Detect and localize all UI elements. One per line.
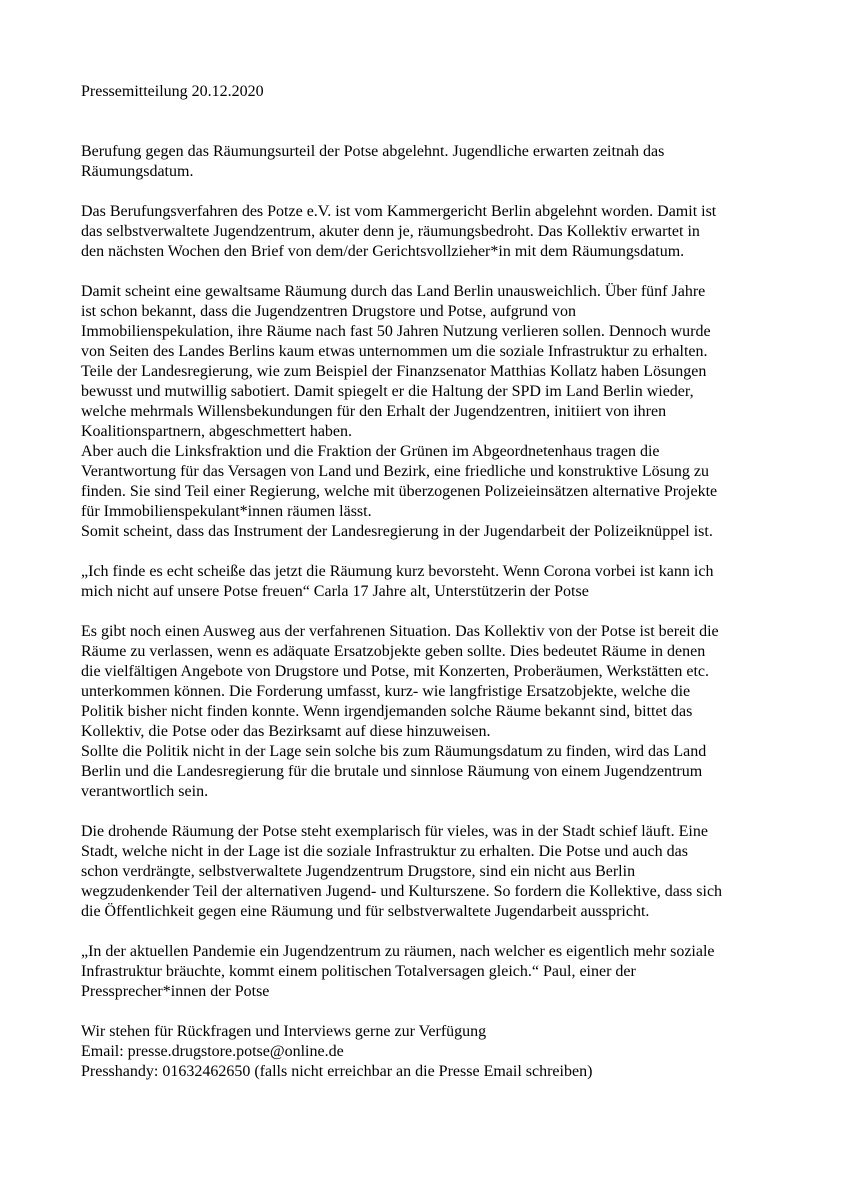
contact-phone: Presshandy: 01632462650 (falls nicht erreichbar an die Presse Email schreiben) — [81, 1063, 593, 1080]
contact-block — [81, 1022, 781, 1082]
text-line: Koalitionspartnern, abgeschmettert haben. — [81, 423, 353, 440]
text-line: die vielfältigen Angebote von Drugstore und Potse, mit Konzerten, Proberäumen, Werkstätten etc. — [81, 663, 710, 680]
text-line: finden. Sie sind Teil einer Regierung, welche mit überzogenen Polizeieinsätzen alternative Projekte — [81, 483, 718, 500]
headline — [81, 142, 781, 182]
text-line: Die drohende Räumung der Potse steht exemplarisch für vieles, was in der Stadt schief läuft. Eine — [81, 823, 708, 840]
quote-paul — [81, 942, 781, 1002]
paragraph-city-context — [81, 822, 781, 922]
spacer — [81, 262, 781, 282]
text-line: den nächsten Wochen den Brief von dem/der Gerichtsvollzieher*in mit dem Räumungsdatum. — [81, 243, 685, 260]
headline-line: Berufung gegen das Räumungsurteil der Potse abgelehnt. Jugendliche erwarten zeitnah das — [81, 143, 665, 160]
text-line: Sollte die Politik nicht in der Lage sein solche bis zum Räumungsdatum zu finden, wird das Land — [81, 743, 707, 760]
spacer — [81, 542, 781, 562]
spacer — [81, 602, 781, 622]
quote-line: Pressprecher*innen der Potse — [81, 983, 270, 1000]
text-line: Teile der Landesregierung, wie zum Beispiel der Finanzsenator Matthias Kollatz haben Lösungen — [81, 363, 707, 380]
spacer — [81, 922, 781, 942]
text-line: für Immobilienspekulant*innen räumen lässt. — [81, 503, 372, 520]
text-line: die Öffentlichkeit gegen eine Räumung und für selbstverwaltete Jugendarbeit ausspricht. — [81, 903, 650, 920]
text-line: welche mehrmals Willensbekundungen für den Erhalt der Jugendzentren, initiiert von ihren — [81, 403, 667, 420]
document-body — [81, 82, 781, 1082]
text-line: Räume zu verlassen, wenn es adäquate Ersatzobjekte geben sollte. Dies bedeutet Räume in denen — [81, 643, 706, 660]
spacer — [81, 182, 781, 202]
quote-carla — [81, 562, 781, 602]
contact-email: Email: presse.drugstore.potse@online.de — [81, 1043, 344, 1060]
press-release-date: Pressemitteilung 20.12.2020 — [81, 83, 264, 100]
quote-line: „In der aktuellen Pandemie ein Jugendzentrum zu räumen, nach welcher es eigentlich mehr soziale — [81, 943, 715, 960]
text-line: Damit scheint eine gewaltsame Räumung durch das Land Berlin unausweichlich. Über fünf Jahre — [81, 283, 706, 300]
text-line: Immobilienspekulation, ihre Räume nach fast 50 Jahren Nutzung verlieren sollen. Dennoch wurde — [81, 323, 711, 340]
text-line: Kollektiv, die Potse oder das Bezirksamt auf diese hinzuweisen. — [81, 723, 491, 740]
text-line: ist schon bekannt, dass die Jugendzentren Drugstore und Potse, aufgrund von — [81, 303, 577, 320]
headline-line: Räumungsdatum. — [81, 163, 194, 180]
text-line: von Seiten des Landes Berlins kaum etwas unternommen um die soziale Infrastruktur zu erhalten. — [81, 343, 708, 360]
text-line: Aber auch die Linksfraktion und die Fraktion der Grünen im Abgeordnetenhaus tragen die — [81, 443, 660, 460]
text-line: schon verdrängte, selbstverwaltete Jugendzentrum Drugstore, sind ein nicht aus Berlin — [81, 863, 636, 880]
text-line: Somit scheint, dass das Instrument der Landesregierung in der Jugendarbeit der Polizeiknüppel ist. — [81, 523, 713, 540]
text-line: Berlin und die Landesregierung für die brutale und sinnlose Räumung von einem Jugendzentrum — [81, 763, 703, 780]
text-line: Verantwortung für das Versagen von Land und Bezirk, eine friedliche und konstruktive Lösung zu — [81, 463, 709, 480]
text-line: Politik bisher nicht finden konnte. Wenn irgendjemanden solche Räume bekannt sind, bittet das — [81, 703, 693, 720]
paragraph-way-out — [81, 622, 781, 802]
spacer — [81, 122, 781, 142]
paragraph-appeal-rejected — [81, 202, 781, 262]
spacer — [81, 102, 781, 122]
quote-line: „Ich finde es echt scheiße das jetzt die Räumung kurz bevorsteht. Wenn Corona vorbei ist kann ich — [81, 563, 714, 580]
paragraph-eviction-critique — [81, 282, 781, 542]
text-line: wegzudenkender Teil der alternativen Jugend- und Kulturszene. So fordern die Kollektive, dass sich — [81, 883, 723, 900]
text-line: Das Berufungsverfahren des Potze e.V. ist vom Kammergericht Berlin abgelehnt worden. Damit ist — [81, 203, 717, 220]
text-line: unterkommen können. Die Forderung umfasst, kurz- wie langfristige Ersatzobjekte, welche die — [81, 683, 691, 700]
text-line: bewusst und mutwillig sabotiert. Damit spiegelt er die Haltung der SPD im Land Berlin wieder, — [81, 383, 694, 400]
text-line: verantwortlich sein. — [81, 783, 209, 800]
text-line: das selbstverwaltete Jugendzentrum, akuter denn je, räumungsbedroht. Das Kollektiv erwartet in — [81, 223, 700, 240]
spacer — [81, 802, 781, 822]
text-line: Es gibt noch einen Ausweg aus der verfahrenen Situation. Das Kollektiv von der Potse ist bereit die — [81, 623, 719, 640]
quote-line: mich nicht auf unsere Potse freuen“ Carla 17 Jahre alt, Unterstützerin der Potse — [81, 583, 589, 600]
text-line: Stadt, welche nicht in der Lage ist die soziale Infrastruktur zu erhalten. Die Potse und auch das — [81, 843, 688, 860]
quote-line: Infrastruktur bräuchte, kommt einem politischen Totalversagen gleich.“ Paul, einer der — [81, 963, 636, 980]
spacer — [81, 1002, 781, 1022]
contact-intro: Wir stehen für Rückfragen und Interviews gerne zur Verfügung — [81, 1023, 487, 1040]
